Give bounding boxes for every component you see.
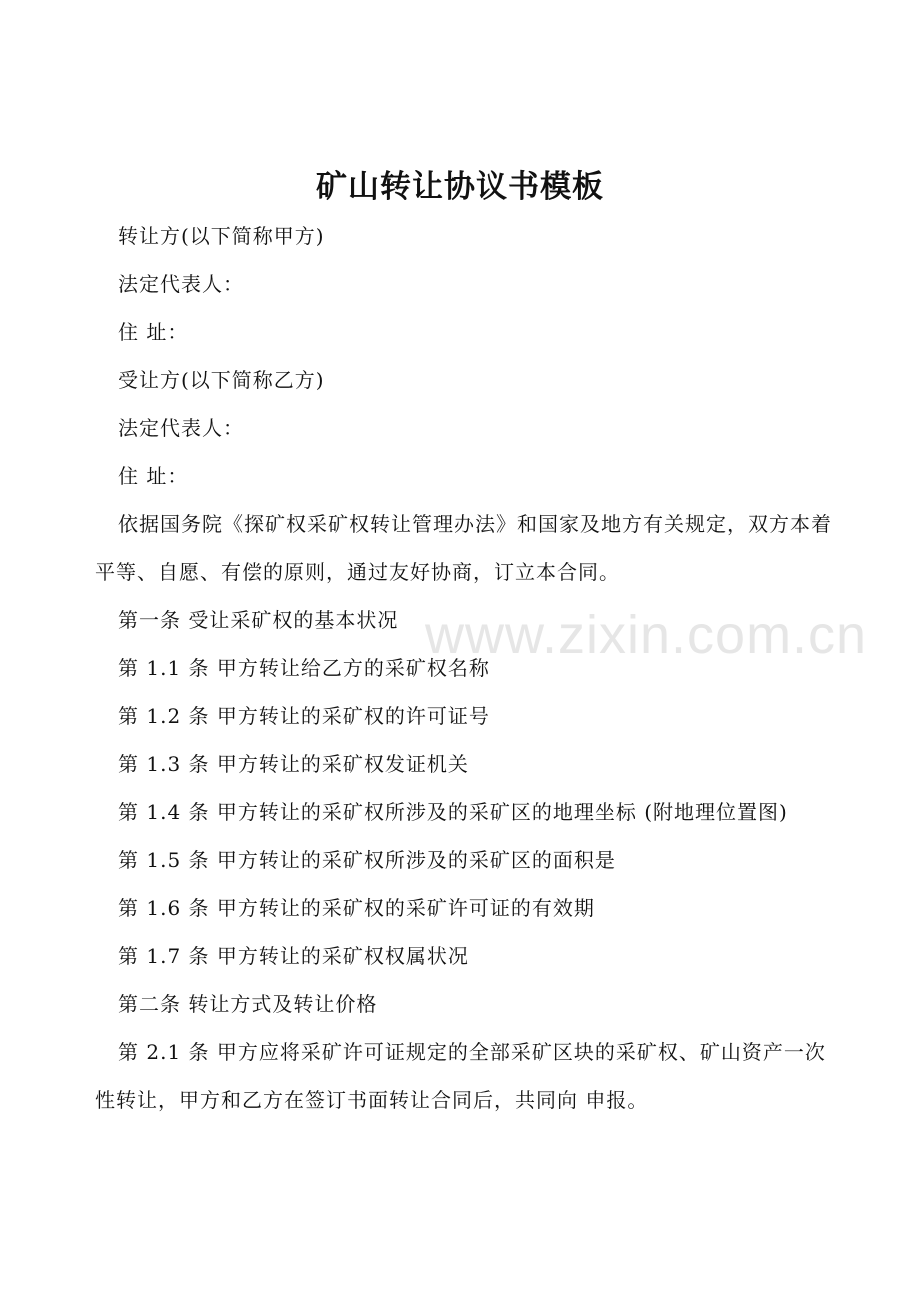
clause-1-3: 第 1.3 条 甲方转让的采矿权发证机关 xyxy=(118,752,469,776)
clause-1-4: 第 1.4 条 甲方转让的采矿权所涉及的采矿区的地理坐标 (附地理位置图) xyxy=(118,800,788,824)
watermark: www.zixin.com.cn xyxy=(425,605,868,665)
article-2-heading: 第二条 转让方式及转让价格 xyxy=(118,992,378,1016)
clause-1-1: 第 1.1 条 甲方转让给乙方的采矿权名称 xyxy=(118,656,490,680)
transferee-legal-rep: 法定代表人： xyxy=(118,416,244,440)
transferor-line: 转让方(以下简称甲方) xyxy=(118,224,325,248)
transferee-address: 住 址： xyxy=(118,464,189,488)
clause-1-7: 第 1.7 条 甲方转让的采矿权权属状况 xyxy=(118,944,469,968)
clause-1-2: 第 1.2 条 甲方转让的采矿权的许可证号 xyxy=(118,704,490,728)
transferor-address: 住 址： xyxy=(118,320,189,344)
clause-1-5: 第 1.5 条 甲方转让的采矿权所涉及的采矿区的面积是 xyxy=(118,848,616,872)
clause-2-1: 第 2.1 条 甲方应将采矿许可证规定的全部采矿区块的采矿权、矿山资产一次性转让，甲方和乙方在签订书面转让合同后，共同向 申报。 xyxy=(95,1040,826,1112)
preamble-paragraph: 依据国务院《探矿权采矿权转让管理办法》和国家及地方有关规定，双方本着平等、自愿、有偿的原则，通过友好协商，订立本合同。 xyxy=(95,512,832,584)
document-body xyxy=(95,212,840,1124)
transferee-line: 受让方(以下简称乙方) xyxy=(118,368,325,392)
clause-1-6: 第 1.6 条 甲方转让的采矿权的采矿许可证的有效期 xyxy=(118,896,595,920)
transferor-legal-rep: 法定代表人： xyxy=(118,272,244,296)
document-title: 矿山转让协议书模板 xyxy=(316,169,604,205)
article-1-heading: 第一条 受让采矿权的基本状况 xyxy=(118,608,399,632)
